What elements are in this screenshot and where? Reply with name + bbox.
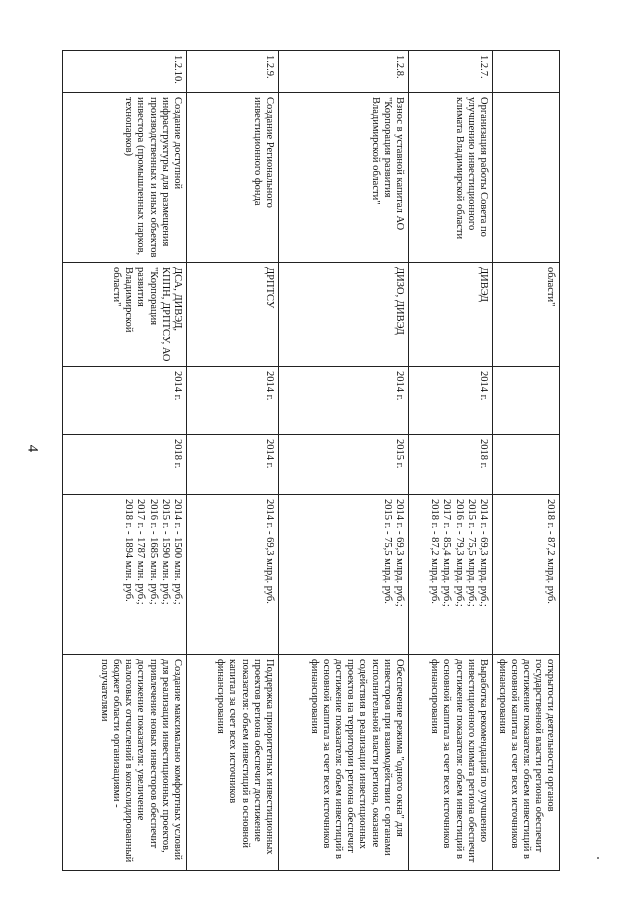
result-cell: Обеспечение режима "одного окна" для инвесторов при взаимодействии с органами исполнительной власти региона, оказание содействия в реализации инвестиционных проектов на территории региона обеспечит достижение показателя: объем инвестиций в основной капитал за счет всех источников финансирования (278, 655, 408, 871)
event-cell: Создание доступной инфраструктуры для размещения производственных и иных объектов инвестора (промышленных парков, технопарков) (62, 93, 186, 263)
event-cell: Создание Регионального инвестиционного фонда (186, 93, 278, 263)
scan-speck (597, 857, 599, 859)
end-year-cell: 2015 г. (278, 435, 408, 495)
end-year-cell: 2014 г. (186, 435, 278, 495)
executor-cell: ДИЗО, ДИВЭД (278, 263, 408, 367)
indicator-cell: 2018 г. - 87,2 млрд. руб. (492, 495, 559, 655)
row-number: 1.2.8. (278, 51, 408, 93)
indicator-cell: 2014 г. - 69,3 млрд. руб. (186, 495, 278, 655)
executor-cell: области" (492, 263, 559, 367)
rotated-table-container (70, 50, 560, 870)
row-number: 1.2.7. (408, 51, 492, 93)
end-year-cell: 2018 г. (62, 435, 186, 495)
event-cell (492, 93, 559, 263)
result-cell: Выработка рекомендаций по улучшению инвестиционного климата региона обеспечит достижение показателя: объем инвестиций в основной капитал за счет всех источников финансирования (408, 655, 492, 871)
start-year-cell: 2014 г. (278, 367, 408, 435)
table-row (186, 51, 278, 871)
start-year-cell: 2014 г. (408, 367, 492, 435)
indicator-cell: 2014 г. - 69,3 млрд. руб.; 2015 г. - 75,5 млрд. руб. (278, 495, 408, 655)
result-cell: Поддержка приоритетных инвестиционных проектов региона обеспечит достижение показателя: объем инвестиций в основной капитал за счет всех источников финансирования (186, 655, 278, 871)
row-number: 1.2.10. (62, 51, 186, 93)
row-number: 1.2.9. (186, 51, 278, 93)
indicator-cell: 2014 г. - 69,3 млрд. руб.; 2015 г. - 75,5 млрд. руб.; 2016 г. - 79,3 млрд. руб.; 2017 г. - 85,4 млрд. руб.; 2018 г. - 87,2 млрд. руб. (408, 495, 492, 655)
start-year-cell: 2014 г. (62, 367, 186, 435)
start-year-cell (492, 367, 559, 435)
executor-cell: ДСА, ДИВЭД, КППН, ДРПТСУ, АО "Корпорация развития Владимирской области" (62, 263, 186, 367)
table-row (278, 51, 408, 871)
indicator-cell: 2014 г. - 1500 млн. руб.; 2015 г. - 1590 млн. руб.; 2016 г. - 1685 млн. руб.; 2017 г. - 1787 млн. руб.; 2018 г. - 1894 млн. руб. (62, 495, 186, 655)
start-year-cell: 2014 г. (186, 367, 278, 435)
event-cell: Организация работы Совета по улучшению инвестиционного климата Владимирской области (408, 93, 492, 263)
end-year-cell: 2018 г. (408, 435, 492, 495)
table-row (408, 51, 492, 871)
end-year-cell (492, 435, 559, 495)
executor-cell: ДРПТСУ (186, 263, 278, 367)
page-number: 4 (24, 444, 41, 453)
executor-cell: ДИВЭД (408, 263, 492, 367)
row-number (492, 51, 559, 93)
table-row (62, 51, 186, 871)
event-cell: Взнос в уставной капитал АО "Корпорация развития Владимирской области" (278, 93, 408, 263)
result-cell: Создание максимально комфортных условий для реализации инвестиционных проектов, привлечение новых инвесторов обеспечит достижение показателя: увеличение налоговых отчислений в консолидированный бюджет области организациями - получателями (62, 655, 186, 871)
table-row (492, 51, 559, 871)
measures-table (62, 50, 560, 871)
result-cell: открытости деятельности органов государственной власти региона обеспечит достижение показателя: объем инвестиций в основной капитал за счет всех источников финансирования (492, 655, 559, 871)
